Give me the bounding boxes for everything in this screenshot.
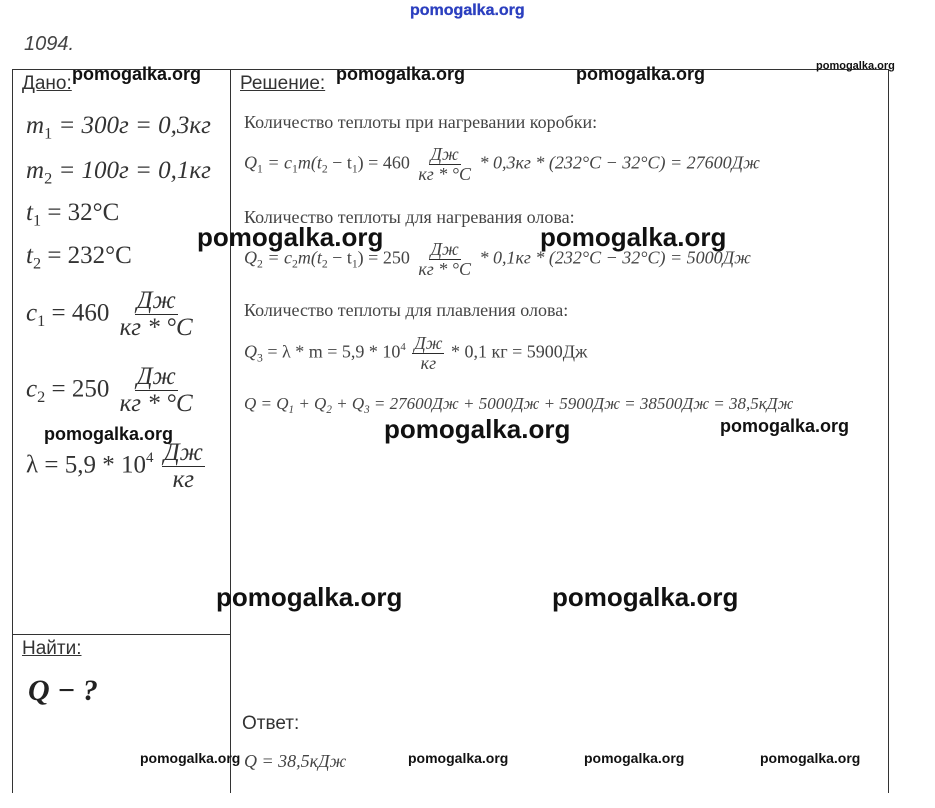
t1-sub: 1 <box>32 211 42 230</box>
t2-var: t <box>26 242 33 269</box>
lambda-exp: 4 <box>145 449 154 466</box>
solution-line-3: Количество теплоты для плавления олова: <box>244 300 569 320</box>
watermark: pomogalka.org <box>384 414 571 444</box>
watermark: pomogalka.org <box>816 60 895 72</box>
answer-value: Q = 38,5кДж <box>244 751 347 771</box>
watermark: pomogalka.org <box>44 424 174 444</box>
c1-value: = 460 <box>51 299 110 327</box>
eq2-c-sub: 2 <box>291 257 298 271</box>
c1-var: c <box>26 299 38 327</box>
eq4-q2: + Q <box>294 394 327 413</box>
eq4-rest: = 27600Дж + 5000Дж + 5900Дж = 38500Дж = 38,5кДж <box>369 394 794 413</box>
given-m2 <box>26 157 211 189</box>
find-separator <box>12 634 231 635</box>
frame-right <box>888 69 889 793</box>
c2-sub: 2 <box>37 388 46 407</box>
t1-var: t <box>26 199 33 226</box>
given-title: Дано: <box>22 73 72 94</box>
answer-title: Ответ: <box>242 713 300 734</box>
given-c2 <box>26 364 197 418</box>
watermark: pomogalka.org <box>197 222 384 252</box>
m1-sub: 1 <box>44 124 53 143</box>
eq3-exp: 4 <box>400 340 406 353</box>
watermark: pomogalka.org <box>72 64 202 84</box>
eq3-unit-den: кг <box>420 352 437 373</box>
solution-eq-1 <box>244 145 760 184</box>
watermark: pomogalka.org <box>552 582 739 612</box>
eq3-unit-num: Дж <box>414 333 443 353</box>
site-header-link[interactable]: pomogalka.org <box>410 2 525 19</box>
eq4-q3: + Q <box>331 394 365 413</box>
c2-unit-den: кг * °C <box>119 390 193 418</box>
c1-unit-den: кг * °C <box>119 314 193 342</box>
eq3-value: = λ * m = 5,9 * 10 <box>267 341 401 362</box>
watermark: pomogalka.org <box>576 64 706 84</box>
eq1-value: ) = 460 <box>357 152 410 173</box>
eq1-q-sub: 1 <box>257 162 263 176</box>
m2-sub: 2 <box>44 169 53 188</box>
eq3-q: Q <box>244 341 257 362</box>
c2-value: = 250 <box>51 375 110 403</box>
eq4-s1: 1 <box>288 403 295 416</box>
eq1-t2-sub: 2 <box>321 162 328 176</box>
solution-eq-4 <box>244 394 793 416</box>
watermark: pomogalka.org <box>140 750 241 766</box>
eq1-c: = c <box>267 152 292 173</box>
c1-unit-num: Дж <box>136 287 176 314</box>
frame-divider <box>230 69 231 793</box>
eq1-c-sub: 1 <box>291 162 298 176</box>
c2-unit-num: Дж <box>136 363 176 390</box>
eq1-t1-sub: 1 <box>351 162 358 176</box>
eq2-m: m(t <box>297 247 322 268</box>
m2-value: = 100г = 0,1кг <box>58 157 211 184</box>
find-title: Найти: <box>22 638 82 659</box>
eq4-s3: 3 <box>364 403 370 416</box>
watermark: pomogalka.org <box>584 750 685 766</box>
c2-var: c <box>26 375 38 403</box>
given-m1 <box>26 112 211 144</box>
solution-line-1: Количество теплоты при нагревании коробки: <box>244 112 598 132</box>
given-t2 <box>26 242 132 274</box>
eq2-rest: * 0,1кг * (232°C − 32°C) = 5000Дж <box>479 247 751 268</box>
solution-eq-3 <box>244 334 587 373</box>
solution-line-2: Количество теплоты для нагревания олова: <box>244 207 575 227</box>
eq2-q-sub: 2 <box>257 257 263 271</box>
eq1-q: Q <box>244 152 257 173</box>
t2-value: = 232°C <box>47 242 132 269</box>
eq1-m: m(t <box>297 152 322 173</box>
eq3-rest: * 0,1 кг = 5900Дж <box>450 341 588 362</box>
solution-title: Решение: <box>240 73 326 94</box>
eq1-unit-num: Дж <box>430 144 459 164</box>
given-c1 <box>26 288 197 342</box>
task-number: 1094. <box>24 33 75 55</box>
eq4-s2: 2 <box>326 403 332 416</box>
eq2-q: Q <box>244 247 257 268</box>
watermark: pomogalka.org <box>540 222 727 252</box>
t2-sub: 2 <box>32 254 42 273</box>
eq2-value: ) = 250 <box>357 247 410 268</box>
lambda-unit-fraction <box>162 440 205 494</box>
eq2-t1-sub: 1 <box>351 257 358 271</box>
m1-value: = 300г = 0,3кг <box>58 112 211 139</box>
find-quantity: Q − ? <box>28 674 98 707</box>
watermark: pomogalka.org <box>216 582 403 612</box>
eq2-t2-sub: 2 <box>321 257 328 271</box>
m2-var: m <box>26 157 45 184</box>
eq3-q-sub: 3 <box>257 351 263 365</box>
given-t1 <box>26 199 119 231</box>
eq2-unit-den: кг * °C <box>418 258 471 279</box>
eq4-q: Q = Q <box>244 394 289 413</box>
c1-sub: 1 <box>37 312 46 331</box>
eq1-t1: − t <box>327 152 352 173</box>
m1-var: m <box>26 112 45 139</box>
eq2-unit-num: Дж <box>430 239 459 259</box>
lambda-unit-den: кг <box>172 466 195 494</box>
watermark: pomogalka.org <box>720 416 850 436</box>
eq1-unit-fraction <box>416 145 473 184</box>
eq1-unit-den: кг * °C <box>418 163 471 184</box>
lambda-value: λ = 5,9 * 10 <box>26 451 146 479</box>
frame-left <box>12 69 13 793</box>
watermark: pomogalka.org <box>408 750 509 766</box>
lambda-unit-num: Дж <box>163 439 203 466</box>
eq3-unit-fraction <box>412 334 444 373</box>
eq2-t1: − t <box>327 247 352 268</box>
eq1-rest: * 0,3кг * (232°C − 32°C) = 27600Дж <box>479 152 760 173</box>
c1-unit-fraction <box>118 288 195 342</box>
eq2-unit-fraction <box>416 240 473 279</box>
t1-value: = 32°C <box>47 199 120 226</box>
watermark: pomogalka.org <box>760 750 861 766</box>
given-lambda <box>26 440 207 494</box>
c2-unit-fraction <box>118 364 195 418</box>
eq2-c: = c <box>267 247 292 268</box>
watermark: pomogalka.org <box>336 64 466 84</box>
